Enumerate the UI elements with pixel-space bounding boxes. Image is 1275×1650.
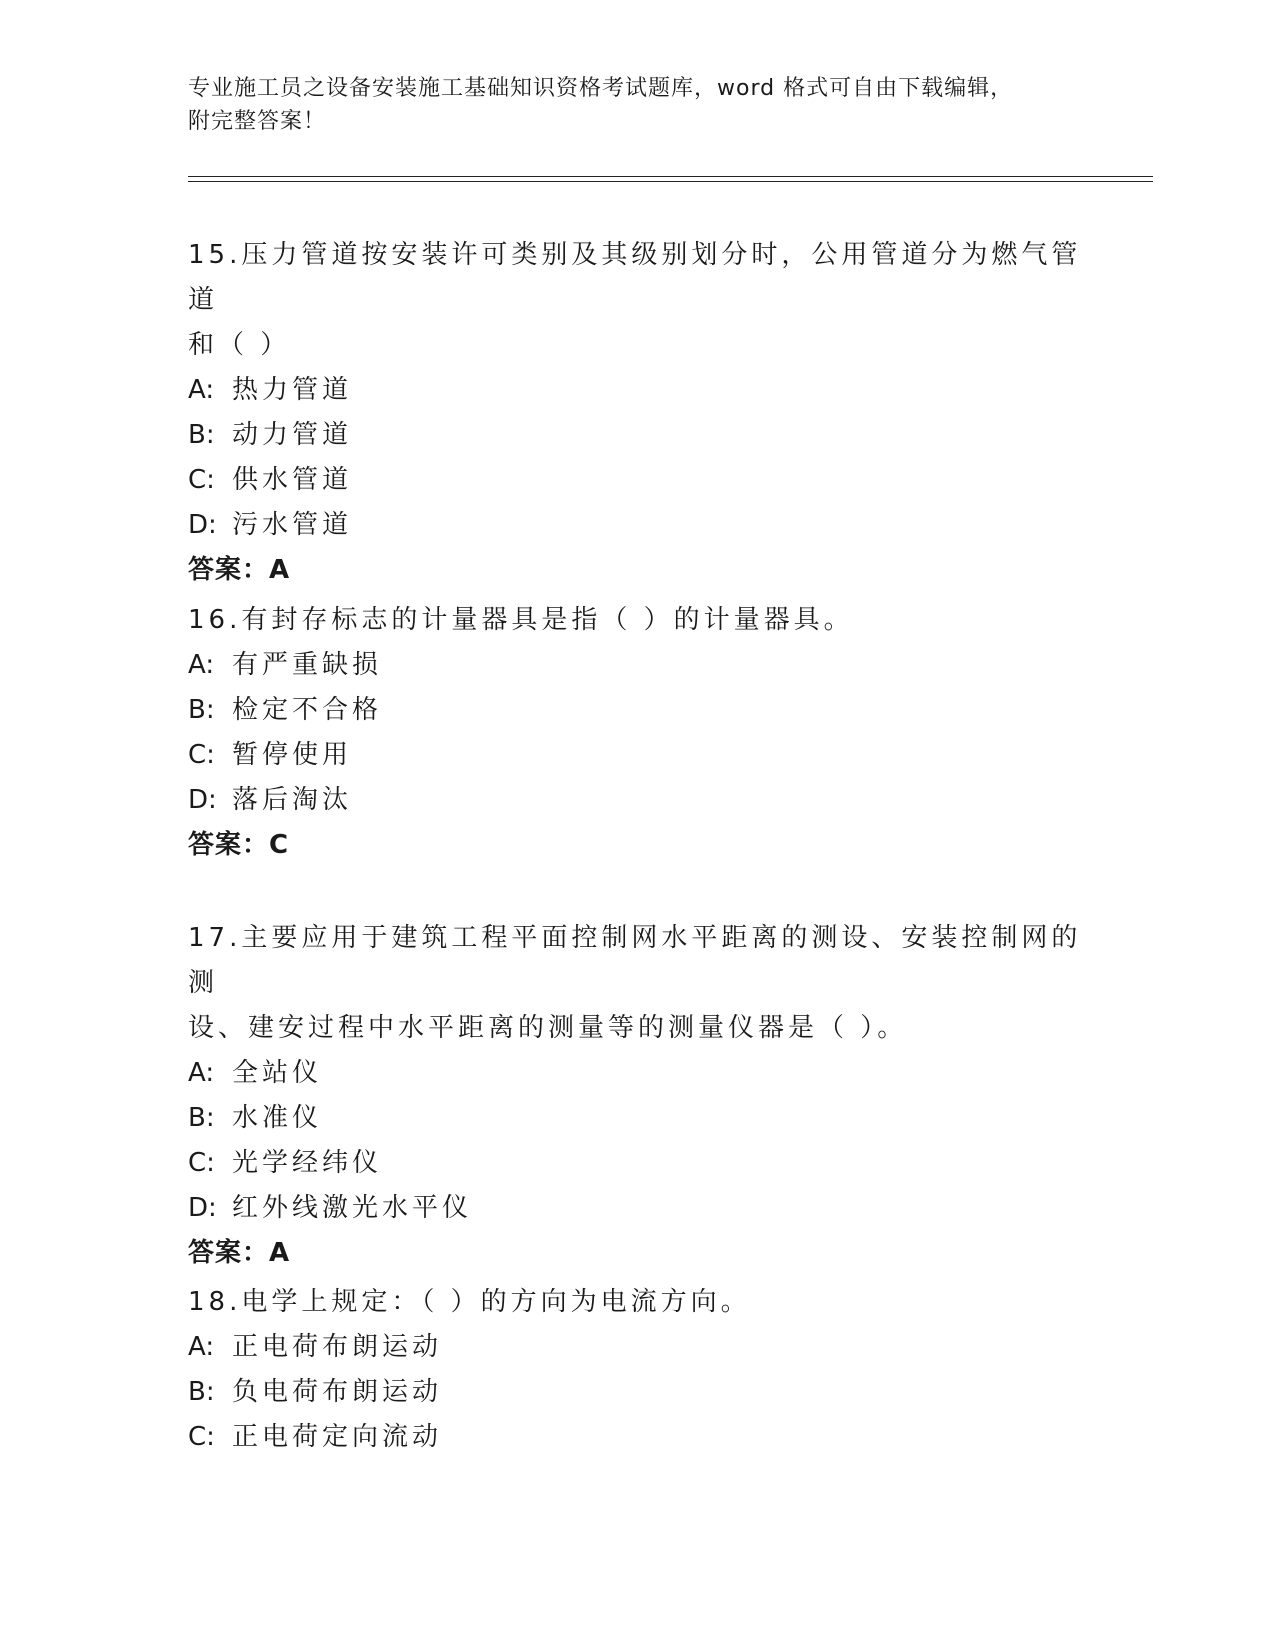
header-divider-bottom bbox=[188, 181, 1153, 182]
option-text: 动力管道 bbox=[232, 420, 353, 450]
option-a bbox=[188, 1051, 1088, 1096]
option-text: 全站仪 bbox=[232, 1058, 323, 1088]
question-18 bbox=[188, 1280, 1088, 1460]
header-line-1: 专业施工员之设备安装施工基础知识资格考试题库，word 格式可自由下载编辑， bbox=[188, 76, 1014, 101]
option-text: 供水管道 bbox=[232, 465, 353, 495]
option-a bbox=[188, 368, 1088, 413]
option-text: 检定不合格 bbox=[232, 695, 383, 725]
question-stem-line: 16.有封存标志的计量器具是指（ ）的计量器具。 bbox=[188, 605, 854, 635]
option-d bbox=[188, 503, 1088, 548]
question-stem-line: 设、建安过程中水平距离的测量等的测量仪器是（ ）。 bbox=[188, 1013, 908, 1043]
option-d bbox=[188, 1186, 1088, 1231]
option-text: 落后淘汰 bbox=[232, 785, 353, 815]
option-key: B: bbox=[188, 1377, 215, 1407]
option-key: D: bbox=[188, 510, 217, 540]
option-text: 污水管道 bbox=[232, 510, 353, 540]
option-text: 红外线激光水平仪 bbox=[232, 1193, 473, 1223]
option-a bbox=[188, 1325, 1088, 1370]
option-key: D: bbox=[188, 1193, 217, 1223]
option-key: A: bbox=[188, 650, 215, 680]
question-15 bbox=[188, 233, 1088, 593]
question-stem-line: 15.压力管道按安装许可类别及其级别划分时，公用管道分为燃气管道 bbox=[188, 240, 1082, 315]
option-d bbox=[188, 778, 1088, 823]
option-key: A: bbox=[188, 1058, 215, 1088]
option-key: C: bbox=[188, 740, 215, 770]
option-b bbox=[188, 413, 1088, 458]
option-b bbox=[188, 1096, 1088, 1141]
option-key: C: bbox=[188, 1148, 215, 1178]
option-c bbox=[188, 1415, 1088, 1460]
question-stem-line: 和（ ） bbox=[188, 330, 291, 360]
option-text: 正电荷定向流动 bbox=[232, 1422, 443, 1452]
question-17 bbox=[188, 916, 1088, 1276]
option-text: 热力管道 bbox=[232, 375, 353, 405]
option-text: 有严重缺损 bbox=[232, 650, 383, 680]
option-a bbox=[188, 643, 1088, 688]
option-c bbox=[188, 458, 1088, 503]
option-c bbox=[188, 733, 1088, 778]
option-key: B: bbox=[188, 1103, 215, 1133]
option-key: A: bbox=[188, 375, 215, 405]
option-b bbox=[188, 1370, 1088, 1415]
question-stem-line: 17.主要应用于建筑工程平面控制网水平距离的测设、安装控制网的测 bbox=[188, 923, 1082, 998]
option-key: B: bbox=[188, 695, 215, 725]
option-key: C: bbox=[188, 465, 215, 495]
answer-line: 答案：A bbox=[188, 1238, 291, 1268]
option-text: 水准仪 bbox=[232, 1103, 323, 1133]
answer-line: 答案：C bbox=[188, 830, 290, 860]
option-text: 暂停使用 bbox=[232, 740, 353, 770]
option-text: 正电荷布朗运动 bbox=[232, 1332, 443, 1362]
option-key: B: bbox=[188, 420, 215, 450]
header-divider-top bbox=[188, 176, 1153, 177]
option-key: A: bbox=[188, 1332, 215, 1362]
question-16 bbox=[188, 598, 1088, 868]
option-c bbox=[188, 1141, 1088, 1186]
question-stem-line: 18.电学上规定：（ ）的方向为电流方向。 bbox=[188, 1287, 751, 1317]
header-line-2: 附完整答案！ bbox=[188, 109, 327, 134]
option-key: D: bbox=[188, 785, 217, 815]
option-key: C: bbox=[188, 1422, 215, 1452]
document-header bbox=[188, 72, 1088, 138]
answer-line: 答案：A bbox=[188, 555, 291, 585]
option-b bbox=[188, 688, 1088, 733]
option-text: 光学经纬仪 bbox=[232, 1148, 383, 1178]
option-text: 负电荷布朗运动 bbox=[232, 1377, 443, 1407]
